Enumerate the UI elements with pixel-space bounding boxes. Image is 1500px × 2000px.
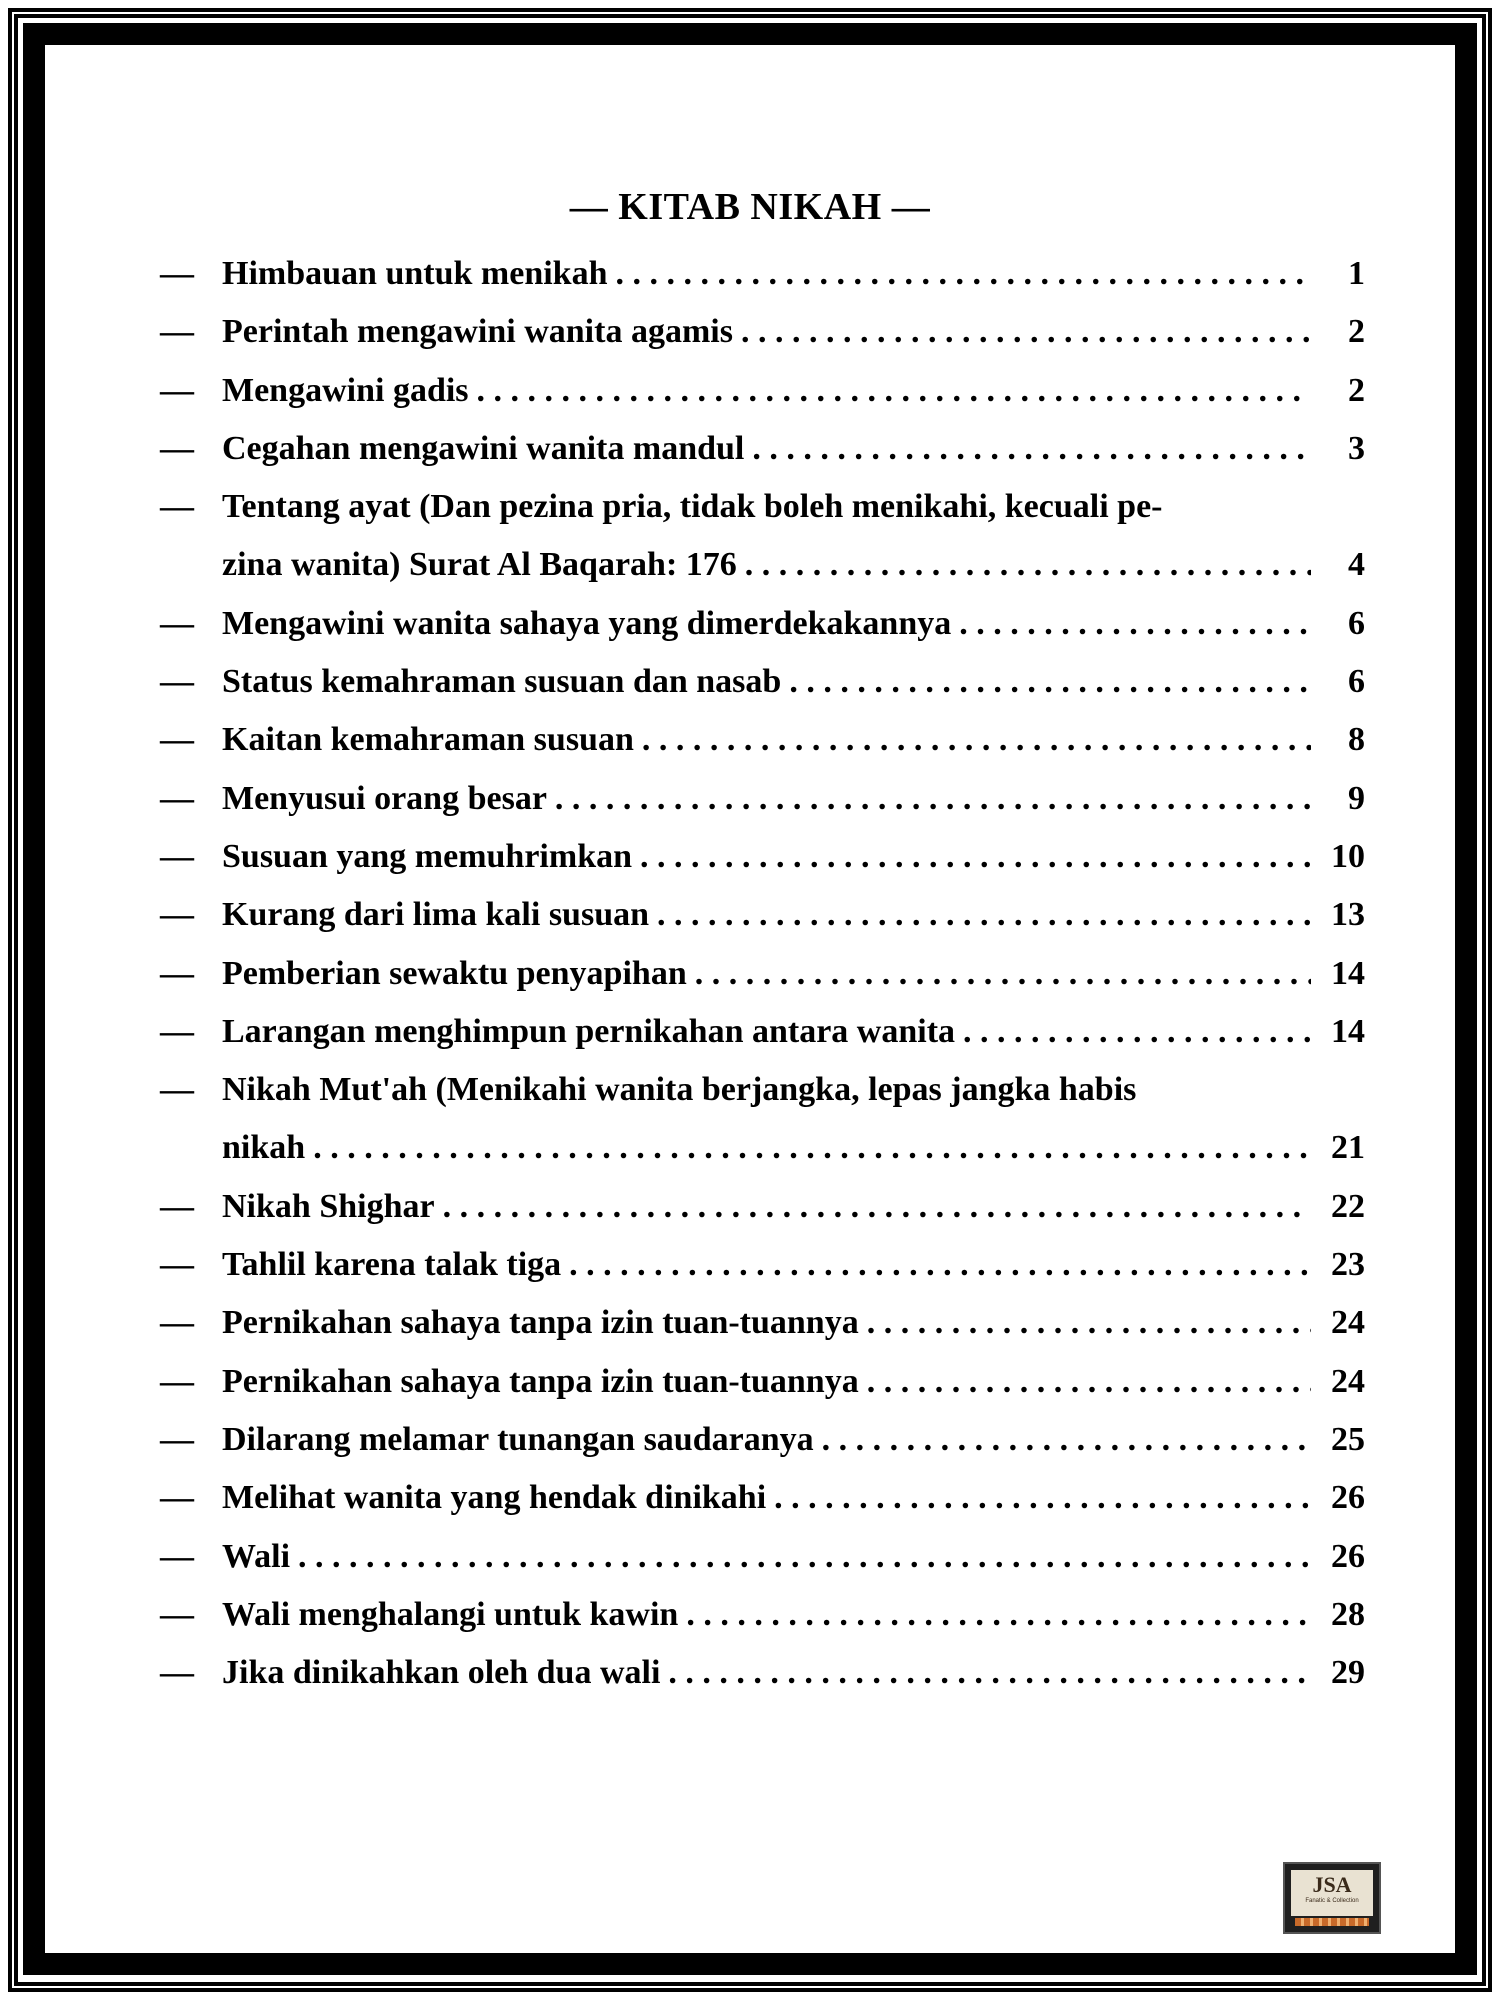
toc-dash: — — [160, 837, 194, 875]
toc-page-number: 1 — [1348, 255, 1365, 292]
toc-entry — [160, 1586, 1365, 1644]
toc-entry-text: Himbauan untuk menikah — [222, 255, 608, 292]
toc-entry — [160, 1061, 1365, 1119]
toc-entry-continuation-line — [160, 1119, 1365, 1177]
toc-entry — [160, 1294, 1365, 1352]
toc-entry-text: Nikah Mut'ah (Menikahi wanita berjangka, lepas jangka habis — [222, 1071, 1137, 1109]
toc-page-number: 14 — [1331, 954, 1365, 992]
logo-stand — [1295, 1918, 1369, 1926]
toc-entry-text: Pemberian sewaktu penyapihan — [222, 954, 687, 992]
toc-page-number: 4 — [1348, 546, 1365, 584]
toc-dash: — — [160, 1246, 194, 1284]
toc-dash: — — [160, 779, 194, 817]
toc-entry — [160, 886, 1365, 944]
toc-dash: — — [160, 255, 194, 292]
toc-page-number: 26 — [1331, 1479, 1365, 1517]
toc-page-number: 28 — [1331, 1595, 1365, 1633]
toc-dot-leader — [313, 1119, 1311, 1177]
toc-page-number: 6 — [1348, 604, 1365, 642]
toc-page-number: 22 — [1331, 1187, 1365, 1225]
toc-entry — [160, 245, 1365, 303]
toc-page-number: 29 — [1331, 1654, 1365, 1692]
toc-dash: — — [160, 1012, 194, 1050]
toc-dash: — — [160, 721, 194, 759]
toc-dot-leader — [640, 828, 1311, 886]
toc-dot-leader — [867, 1353, 1311, 1411]
toc-dot-leader — [867, 1294, 1311, 1352]
toc-entry-text: Wali menghalangi untuk kawin — [222, 1595, 679, 1633]
toc-entry — [160, 1178, 1365, 1236]
toc-dot-leader — [774, 1469, 1311, 1527]
page-title: — KITAB NIKAH — — [569, 186, 931, 228]
toc-page-number: 25 — [1331, 1420, 1365, 1458]
jsa-logo — [1283, 1862, 1381, 1934]
toc-entry-text: Pernikahan sahaya tanpa izin tuan-tuannya — [222, 1362, 859, 1400]
toc-dot-leader — [616, 245, 1312, 303]
toc-page-number: 9 — [1348, 779, 1365, 817]
toc-entry-continuation-line — [160, 536, 1365, 594]
toc-entry-text: Cegahan mengawini wanita mandul — [222, 429, 745, 467]
toc-dot-leader — [686, 1586, 1311, 1644]
toc-entry — [160, 1644, 1365, 1702]
toc-entry-text: Susuan yang memuhrimkan — [222, 837, 633, 875]
toc-entry — [160, 595, 1365, 653]
toc-entry-text: Jika dinikahkan oleh dua wali — [222, 1654, 661, 1692]
toc-entry-text: Melihat wanita yang hendak dinikahi — [222, 1479, 767, 1517]
toc-entry-text: Dilarang melamar tunangan saudaranya — [222, 1420, 814, 1458]
toc-page-number: 26 — [1331, 1537, 1365, 1575]
toc-entry — [160, 1528, 1365, 1586]
toc-entry-text: Wali — [222, 1537, 291, 1575]
toc-entry — [160, 653, 1365, 711]
toc-entry — [160, 828, 1365, 886]
toc-dash: — — [160, 1362, 194, 1400]
toc-dot-leader — [668, 1644, 1311, 1702]
toc-dot-leader — [741, 303, 1311, 361]
toc-dash: — — [160, 371, 194, 409]
toc-dot-leader — [789, 653, 1311, 711]
toc-page-number: 2 — [1348, 313, 1365, 351]
toc-entry-text: Mengawini gadis — [222, 371, 469, 409]
toc-dash: — — [160, 313, 194, 351]
toc-entry-text: Larangan menghimpun pernikahan antara wanita — [222, 1012, 956, 1050]
toc-page-number: 8 — [1348, 721, 1365, 759]
toc-entry-continuation: nikah — [222, 1129, 306, 1167]
toc-dot-leader — [555, 770, 1311, 828]
toc-entry-continuation: zina wanita) Surat Al Baqarah: 176 — [222, 546, 737, 584]
toc-entry — [160, 362, 1365, 420]
toc-page-number: 14 — [1331, 1012, 1365, 1050]
toc-dot-leader — [745, 536, 1311, 594]
toc-dot-leader — [752, 420, 1311, 478]
toc-dash: — — [160, 663, 194, 701]
toc-entry — [160, 1236, 1365, 1294]
toc-dash: — — [160, 1654, 194, 1692]
toc-page-number: 24 — [1331, 1304, 1365, 1342]
toc-page-number: 10 — [1331, 837, 1365, 875]
toc-entry — [160, 1353, 1365, 1411]
logo-subtext: Fanatic & Collection — [1305, 1898, 1359, 1904]
toc-page-number: 23 — [1331, 1246, 1365, 1284]
toc-dash: — — [160, 1537, 194, 1575]
toc-entry — [160, 1469, 1365, 1527]
toc-entry-text: Mengawini wanita sahaya yang dimerdekakannya — [222, 604, 952, 642]
toc-entry — [160, 1003, 1365, 1061]
toc-dot-leader — [642, 711, 1311, 769]
toc-page-number: 2 — [1348, 371, 1365, 409]
toc-dash: — — [160, 896, 194, 934]
toc-dash: — — [160, 604, 194, 642]
toc-entry — [160, 420, 1365, 478]
toc-dot-leader — [822, 1411, 1311, 1469]
toc-dot-leader — [963, 1003, 1311, 1061]
toc-dash: — — [160, 429, 194, 467]
table-of-contents — [160, 245, 1365, 1702]
toc-entry-text: Menyusui orang besar — [222, 779, 547, 817]
toc-entry-text: Pernikahan sahaya tanpa izin tuan-tuannya — [222, 1304, 859, 1342]
toc-page-number: 3 — [1348, 429, 1365, 467]
toc-dot-leader — [657, 886, 1311, 944]
toc-entry-text: Kaitan kemahraman susuan — [222, 721, 634, 759]
toc-entry-text: Kurang dari lima kali susuan — [222, 896, 650, 934]
toc-dash: — — [160, 488, 194, 526]
toc-dash: — — [160, 1304, 194, 1342]
toc-dash: — — [160, 954, 194, 992]
toc-entry-text: Tahlil karena talak tiga — [222, 1246, 562, 1284]
toc-page-number: 24 — [1331, 1362, 1365, 1400]
toc-dot-leader — [477, 362, 1311, 420]
toc-entry — [160, 945, 1365, 1003]
toc-dash: — — [160, 1595, 194, 1633]
logo-panel — [1291, 1870, 1373, 1916]
toc-entry — [160, 478, 1365, 536]
toc-dot-leader — [569, 1236, 1311, 1294]
toc-dash: — — [160, 1420, 194, 1458]
toc-page-number: 6 — [1348, 663, 1365, 701]
toc-dash: — — [160, 1071, 194, 1109]
logo-text: JSA — [1312, 1872, 1352, 1897]
toc-entry-text: Tentang ayat (Dan pezina pria, tidak boleh menikahi, kecuali pe- — [222, 488, 1163, 526]
toc-dot-leader — [959, 595, 1311, 653]
toc-entry-text: Nikah Shighar — [222, 1187, 435, 1225]
toc-entry — [160, 1411, 1365, 1469]
toc-dash: — — [160, 1187, 194, 1225]
toc-dot-leader — [695, 945, 1311, 1003]
toc-dot-leader — [443, 1178, 1311, 1236]
toc-entry — [160, 711, 1365, 769]
toc-entry-text: Perintah mengawini wanita agamis — [222, 313, 733, 351]
toc-dash: — — [160, 1479, 194, 1517]
toc-page-number: 21 — [1331, 1129, 1365, 1167]
toc-dot-leader — [298, 1528, 1311, 1586]
toc-page-number: 13 — [1331, 896, 1365, 934]
toc-entry — [160, 303, 1365, 361]
toc-entry-text: Status kemahraman susuan dan nasab — [222, 663, 782, 701]
toc-entry — [160, 770, 1365, 828]
